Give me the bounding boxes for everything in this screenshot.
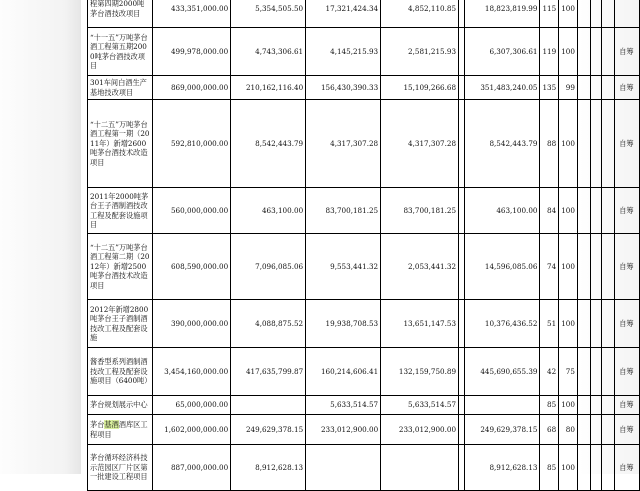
rate-cell (602, 0, 615, 28)
interest-cell (577, 234, 590, 300)
table-row (88, 0, 640, 28)
rate-cell (602, 234, 615, 300)
table-row (88, 445, 640, 491)
transfer-cell: 13,651,147.53 (381, 300, 459, 348)
progress-cell: 100 (559, 100, 578, 188)
construction-in-progress-table (87, 0, 640, 491)
interest-cur-cell (590, 100, 601, 188)
increase-cell (306, 445, 381, 491)
closing-cell: 8,542,443.79 (465, 100, 540, 188)
closing-cell: 351,483,240.05 (465, 76, 540, 100)
interest-cur-cell (590, 234, 601, 300)
ratio-cell: 68 (540, 415, 559, 445)
table-row (88, 348, 640, 396)
rate-cell (602, 76, 615, 100)
source-cell: 自筹 (615, 300, 640, 348)
interest-cur-cell (590, 188, 601, 234)
ratio-cell: 88 (540, 100, 559, 188)
rate-cell (602, 396, 615, 415)
transfer-cell: 15,109,266.68 (381, 76, 459, 100)
increase-cell: 160,214,606.41 (306, 348, 381, 396)
source-cell: 自筹 (615, 445, 640, 491)
progress-cell: 100 (559, 0, 578, 28)
transfer-cell: 4,317,307.28 (381, 100, 459, 188)
increase-cell: 9,553,441.32 (306, 234, 381, 300)
closing-cell: 249,629,378.15 (465, 415, 540, 445)
ratio-cell: 115 (540, 0, 559, 28)
ratio-cell: 119 (540, 28, 559, 76)
ratio-cell: 84 (540, 188, 559, 234)
table-row (88, 76, 640, 100)
table-row (88, 28, 640, 76)
ratio-cell: 85 (540, 396, 559, 415)
interest-cell (577, 300, 590, 348)
rate-cell (602, 415, 615, 445)
opening-cell: 8,912,628.13 (231, 445, 306, 491)
budget-cell: 560,000,000.00 (152, 188, 230, 234)
progress-cell: 99 (559, 76, 578, 100)
project-name-cell: 程第四期2000吨茅台酒技改项目 (88, 0, 153, 28)
budget-cell: 3,454,160,000.00 (152, 348, 230, 396)
source-cell: 自筹 (615, 28, 640, 76)
rate-cell (602, 300, 615, 348)
source-cell: 自筹 (615, 396, 640, 415)
project-name-cell: 茅台基酒酒库区工程项目 (88, 415, 153, 445)
interest-cell (577, 28, 590, 76)
table-row (88, 300, 640, 348)
page-left-margin (0, 0, 81, 474)
interest-cur-cell (590, 300, 601, 348)
budget-cell: 592,810,000.00 (152, 100, 230, 188)
table-row (88, 188, 640, 234)
interest-cell (577, 100, 590, 188)
source-cell: 自筹 (615, 348, 640, 396)
increase-cell: 4,317,307.28 (306, 100, 381, 188)
opening-cell: 210,162,116.40 (231, 76, 306, 100)
rate-cell (602, 188, 615, 234)
source-cell (615, 0, 640, 28)
ratio-cell: 51 (540, 300, 559, 348)
closing-cell: 18,823,819.99 (465, 0, 540, 28)
interest-cur-cell (590, 348, 601, 396)
increase-cell: 4,145,215.93 (306, 28, 381, 76)
budget-cell: 887,000,000.00 (152, 445, 230, 491)
project-name-cell: “十一五”万吨茅台酒工程第五期2000吨茅台酒技改项目 (88, 28, 153, 76)
closing-cell: 8,912,628.13 (465, 445, 540, 491)
budget-cell: 608,590,000.00 (152, 234, 230, 300)
transfer-cell: 233,012,900.00 (381, 415, 459, 445)
ratio-cell: 74 (540, 234, 559, 300)
rate-cell (602, 445, 615, 491)
progress-cell: 75 (559, 348, 578, 396)
budget-cell: 65,000,000.00 (152, 396, 230, 415)
interest-cur-cell (590, 445, 601, 491)
transfer-cell: 2,053,441.32 (381, 234, 459, 300)
project-name-cell: 301车间白酒生产基地技改项目 (88, 76, 153, 100)
interest-cell (577, 445, 590, 491)
project-name-cell: 酱香型系列酒制酒技改工程及配套设施项目（6400吨） (88, 348, 153, 396)
increase-cell: 5,633,514.57 (306, 396, 381, 415)
progress-cell: 100 (559, 300, 578, 348)
interest-cell (577, 348, 590, 396)
opening-cell (231, 396, 306, 415)
table-row (88, 396, 640, 415)
interest-cell (577, 0, 590, 28)
interest-cell (577, 76, 590, 100)
ratio-cell: 135 (540, 76, 559, 100)
budget-cell: 869,000,000.00 (152, 76, 230, 100)
table-row (88, 415, 640, 445)
ratio-cell: 85 (540, 445, 559, 491)
progress-cell: 100 (559, 396, 578, 415)
increase-cell: 83,700,181.25 (306, 188, 381, 234)
opening-cell: 249,629,378.15 (231, 415, 306, 445)
opening-cell: 463,100.00 (231, 188, 306, 234)
source-cell: 自筹 (615, 415, 640, 445)
transfer-cell: 132,159,750.89 (381, 348, 459, 396)
interest-cell (577, 396, 590, 415)
transfer-cell: 4,852,110.85 (381, 0, 459, 28)
closing-cell: 6,307,306.61 (465, 28, 540, 76)
increase-cell: 19,938,708.53 (306, 300, 381, 348)
opening-cell: 7,096,085.06 (231, 234, 306, 300)
budget-cell: 433,351,000.00 (152, 0, 230, 28)
project-name-cell: 2011年2000吨茅台王子酒制酒技改工程及配套设施项目 (88, 188, 153, 234)
interest-cur-cell (590, 76, 601, 100)
closing-cell: 10,376,436.52 (465, 300, 540, 348)
opening-cell: 417,635,799.87 (231, 348, 306, 396)
opening-cell: 4,088,875.52 (231, 300, 306, 348)
ratio-cell: 42 (540, 348, 559, 396)
rate-cell (602, 28, 615, 76)
transfer-cell (381, 445, 459, 491)
transfer-cell: 83,700,181.25 (381, 188, 459, 234)
project-name-cell: 茅台规划展示中心 (88, 396, 153, 415)
closing-cell (465, 396, 540, 415)
highlighted-text: 基酒 (104, 420, 119, 430)
closing-cell: 14,596,085.06 (465, 234, 540, 300)
interest-cur-cell (590, 0, 601, 28)
interest-cur-cell (590, 396, 601, 415)
project-name-cell: 茅台循环经济科技示范园区厂片区第一批建设工程项目 (88, 445, 153, 491)
interest-cell (577, 415, 590, 445)
interest-cur-cell (590, 415, 601, 445)
table-row (88, 100, 640, 188)
transfer-cell: 5,633,514.57 (381, 396, 459, 415)
project-name-cell: 2012年新增2800吨茅台王子酒制酒技改工程及配套设施 (88, 300, 153, 348)
budget-cell: 1,602,000,000.00 (152, 415, 230, 445)
progress-cell: 100 (559, 188, 578, 234)
opening-cell: 4,743,306.61 (231, 28, 306, 76)
closing-cell: 463,100.00 (465, 188, 540, 234)
progress-cell: 100 (559, 234, 578, 300)
transfer-cell: 2,581,215.93 (381, 28, 459, 76)
interest-cell (577, 188, 590, 234)
table-row (88, 234, 640, 300)
interest-cur-cell (590, 28, 601, 76)
rate-cell (602, 100, 615, 188)
source-cell: 自筹 (615, 76, 640, 100)
source-cell: 自筹 (615, 100, 640, 188)
project-name-cell: “十二五”万吨茅台酒工程第二期（2012年）新增2500吨茅台酒技术改造项目 (88, 234, 153, 300)
rate-cell (602, 348, 615, 396)
budget-cell: 499,978,000.00 (152, 28, 230, 76)
budget-cell: 390,000,000.00 (152, 300, 230, 348)
opening-cell: 5,354,505.50 (231, 0, 306, 28)
increase-cell: 156,430,390.33 (306, 76, 381, 100)
progress-cell: 80 (559, 415, 578, 445)
source-cell: 自筹 (615, 188, 640, 234)
closing-cell: 445,690,655.39 (465, 348, 540, 396)
increase-cell: 233,012,900.00 (306, 415, 381, 445)
increase-cell: 17,321,424.34 (306, 0, 381, 28)
source-cell: 自筹 (615, 234, 640, 300)
project-name-cell: “十二五”万吨茅台酒工程第一期（2011年）新增2600吨茅台酒技术改造项目 (88, 100, 153, 188)
opening-cell: 8,542,443.79 (231, 100, 306, 188)
progress-cell: 100 (559, 445, 578, 491)
progress-cell: 100 (559, 28, 578, 76)
